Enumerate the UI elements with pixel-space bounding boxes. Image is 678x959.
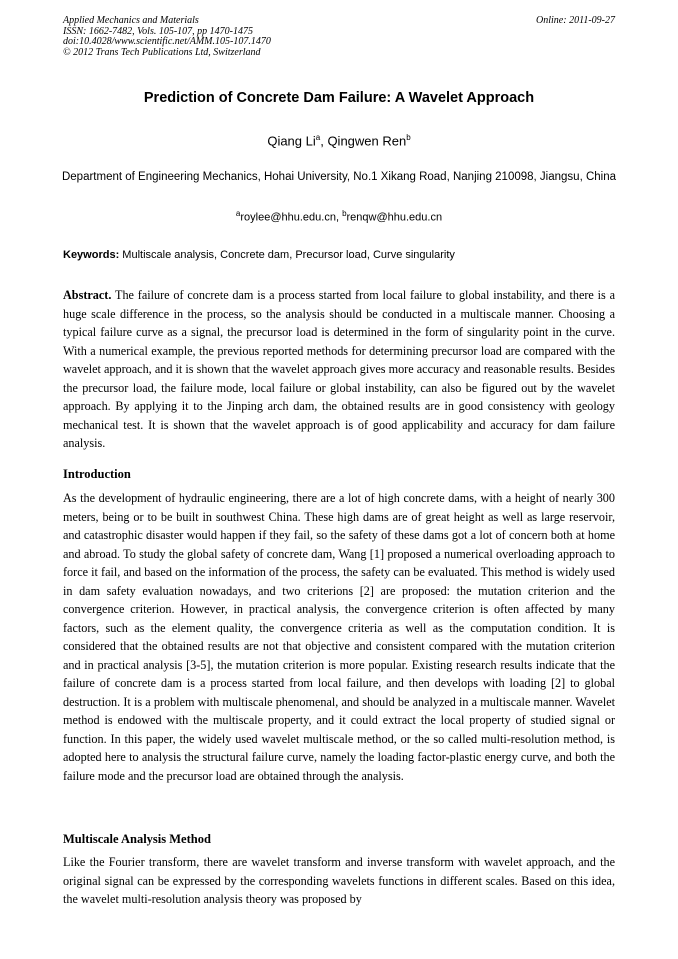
- author-separator: ,: [320, 133, 328, 149]
- email-link[interactable]: renqw@hhu.edu.cn: [346, 211, 443, 224]
- section-heading-multiscale: Multiscale Analysis Method: [63, 832, 211, 846]
- keywords-label: Keywords:: [63, 249, 120, 261]
- abstract-text: The failure of concrete dam is a process started from local failure to global instability, and there is a huge scale difference in the process, so the analysis should be conducted in a multiscale manner. Choosing a typical failure curve as a signal, the precursor load is determined in the form of singularity point in the curve. With a numerical example, the previous reported methods for determining precursor load are compared with the wavelet approach, and it is shown that the wavelet approach gives more accuracy and reasonable results. Besides the precursor load, the failure mode, local failure or global instability, can also be figured out by the wavelet approach. By applying it to the Jinping arch dam, the obtained results are in good consistency with geology mechanical test. It is shown that the wavelet approach is of good applicability and accuracy for dam failure analysis.: [63, 288, 615, 450]
- doi-line[interactable]: doi:10.4028/www.scientific.net/AMM.105-107.1470: [63, 36, 271, 48]
- author-affil-mark: b: [406, 133, 411, 142]
- multiscale-paragraph: Like the Fourier transform, there are wavelet transform and inverse transform with wavelet approach, and the original signal can be expressed by the corresponding wavelets functions in different scales. Based on this idea, the wavelet multi-resolution analysis theory was proposed by: [63, 855, 615, 906]
- email-link[interactable]: roylee@hhu.edu.cn: [240, 211, 336, 224]
- abstract-paragraph: [63, 286, 615, 453]
- online-date: Online: 2011-09-27: [536, 15, 615, 26]
- section-heading-introduction: Introduction: [63, 467, 131, 481]
- abstract-label: Abstract.: [63, 288, 112, 302]
- author-list: [0, 133, 678, 148]
- email-separator: ,: [335, 211, 343, 224]
- author-name: Qiang Li: [267, 133, 316, 149]
- introduction-paragraph: As the development of hydraulic engineering, there are a lot of high concrete dams, with a height of nearly 300 meters, being or to be built in southwest China. These high dams are of great height as well as large reservoir, and catastrophic disaster would happen if they fail, so the safety of these dams got a lot of concern both at home and abroad. To study the global safety of concrete dam, Wang [1] proposed a numerical overloading approach to force it fail, and based on the information of the process, the safety can be evaluated. This method is widely used in dam safety evaluation nowadays, and two criterions [2] are proposed: the mutation criterion and the convergence criterion. However, in practical analysis, the convergence criterion is often affected by many factors, such as the element quality, the convergence criteria as well as the computation condition. It is considered that the obtained results are not that objective and consistent compared with the mutation criterion and in practical analysis [3-5], the mutation criterion is more popular. Existing research results indicate that the failure of concrete dam is a process started from local failure, and then develops with loading [2] to global destruction. It is a problem with multiscale phenomenal, and should be analyzed in a multiscale manner. Wavelet method is endowed with the multiscale property, and it could extract the local property of studied signal or function. In this paper, the widely used wavelet multiscale method, or the so called multi-resolution method, is adopted here to analysis the structural failure curve, namely the loading factor-plastic energy curve, and both the failure mode and the precursor load are obtained through the analysis.: [63, 491, 615, 783]
- affiliation: Department of Engineering Mechanics, Hohai University, No.1 Xikang Road, Nanjing 210098, Jiangsu, China: [61, 171, 617, 183]
- journal-header: [63, 16, 615, 58]
- issn-line: ISSN: 1662-7482, Vols. 105-107, pp 1470-1475: [63, 25, 253, 37]
- email-list: [0, 209, 678, 224]
- keywords-line: [63, 249, 615, 261]
- email-mark: a: [235, 209, 241, 218]
- copyright-line: © 2012 Trans Tech Publications Ltd, Switzerland: [63, 46, 261, 58]
- author-affil-mark: a: [315, 133, 321, 142]
- author-name: Qingwen Ren: [327, 133, 407, 149]
- paper-title: Prediction of Concrete Dam Failure: A Wavelet Approach: [143, 90, 535, 106]
- email-mark: b: [342, 209, 347, 218]
- journal-name: Applied Mechanics and Materials: [63, 15, 199, 26]
- keywords-text: Multiscale analysis, Concrete dam, Precursor load, Curve singularity: [119, 249, 455, 261]
